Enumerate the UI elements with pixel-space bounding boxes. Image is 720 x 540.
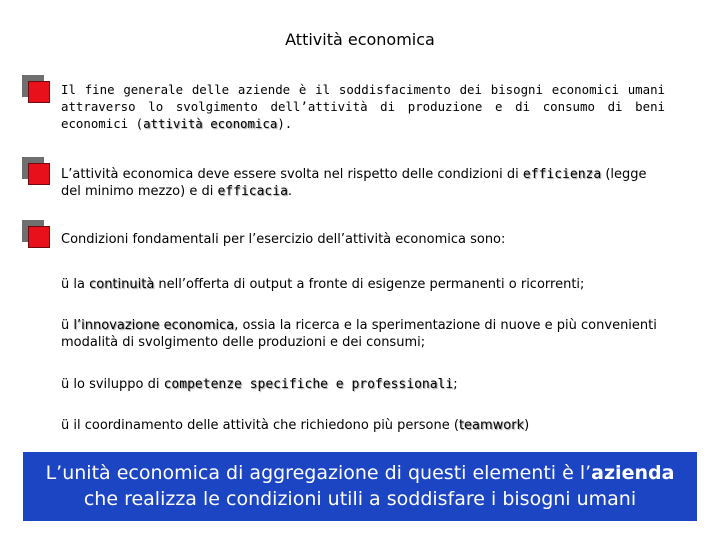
- checklist-text: lo sviluppo di: [69, 377, 164, 392]
- emphasis-teamwork: teamwork: [458, 418, 525, 433]
- banner-line-2: che realizza le condizioni utili a soddisfare i bisogni umani: [83, 488, 637, 510]
- paragraph-mid: (legge del minimo mezzo) e di: [61, 167, 647, 199]
- checklist-text: nell’offerta di output a fronte di esigenze permanenti o ricorrenti;: [154, 277, 585, 292]
- checklist-item-innovazione: [61, 317, 661, 351]
- bullet-square-icon: [28, 163, 50, 185]
- paragraph-text: L’attività economica deve essere svolta nel rispetto delle condizioni di: [61, 167, 523, 182]
- banner-text: L’unità economica di aggregazione di questi elementi è l’: [45, 462, 592, 484]
- checklist-text: la: [69, 277, 90, 292]
- paragraph-efficienza-efficacia: [61, 166, 665, 200]
- checklist-item-continuita: [61, 276, 681, 293]
- conclusion-banner: [23, 452, 697, 521]
- emphasis-innovazione: l’innovazione economica: [73, 318, 235, 333]
- paragraph-fine-aziende: [61, 81, 665, 132]
- slide-title: Attività economica: [285, 30, 435, 49]
- emphasis-continuita: continuità: [89, 277, 155, 292]
- emphasis-efficienza: efficienza: [522, 167, 602, 182]
- checklist-text: ;: [453, 377, 458, 392]
- check-icon: ü: [61, 377, 70, 392]
- bullet-square-icon: [28, 81, 50, 103]
- checklist-text: il coordinamento delle attività che richiedono più persone (: [69, 418, 459, 433]
- bullet-square-icon: [28, 226, 50, 248]
- paragraph-tail: .: [287, 184, 293, 199]
- banner-line-1: [23, 460, 697, 486]
- checklist-item-coordinamento: [61, 417, 681, 434]
- emphasis-competenze: competenze specifiche e professionali: [163, 377, 454, 392]
- check-icon: ü: [61, 318, 70, 333]
- check-icon: ü: [61, 277, 70, 292]
- emphasis-efficacia: efficacia: [217, 184, 288, 199]
- banner-emphasis-azienda: azienda: [591, 462, 675, 484]
- paragraph-text: Il fine generale delle aziende è il soddisfacimento dei bisogni economici umani attraverso lo svolgimento dell’attività di produzione e di consumo di beni economici (: [61, 82, 665, 131]
- check-icon: ü: [61, 418, 70, 433]
- checklist-item-competenze: [61, 376, 681, 393]
- paragraph-tail: ).: [277, 116, 293, 131]
- checklist-text: ): [524, 418, 530, 433]
- paragraph-condizioni: Condizioni fondamentali per l’esercizio dell’attività economica sono:: [61, 232, 506, 247]
- emphasis-attivita-economica: attività economica: [143, 116, 278, 131]
- checklist-text: , ossia la ricerca e la sperimentazione di nuove e più convenienti modalità di svolgimento delle produzioni e dei consumi;: [61, 318, 657, 350]
